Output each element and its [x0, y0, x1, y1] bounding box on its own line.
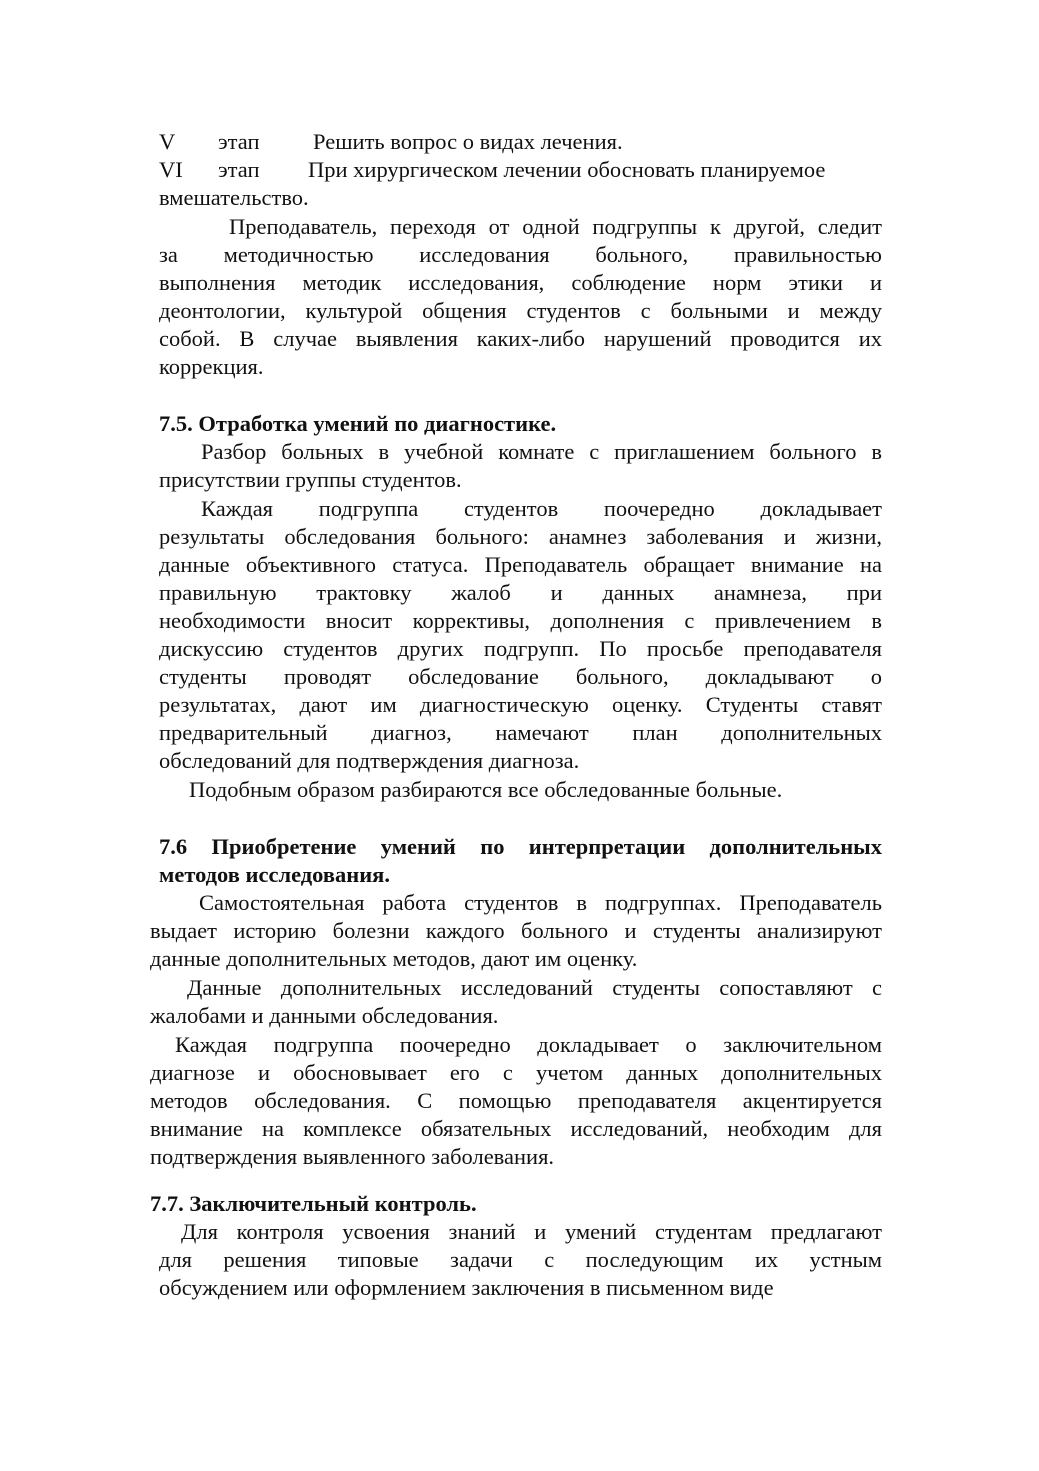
paragraph-line: результатах, дают им диагностическую оценку. Студенты ставят — [159, 692, 882, 717]
paragraph-line: Самостоятельная работа студентов в подгруппах. Преподаватель — [199, 890, 882, 915]
paragraph-line: методов обследования. С помощью преподавателя акцентируется — [150, 1088, 882, 1113]
stage-word: этап — [218, 157, 260, 182]
paragraph-line: обсуждением или оформлением заключения в письменном виде — [159, 1275, 774, 1300]
paragraph-line: подтверждения выявленного заболевания. — [150, 1144, 555, 1169]
paragraph-line: студенты проводят обследование больного, докладывают о — [159, 664, 882, 689]
stage-text: При хирургическом лечении обосновать планируемое — [308, 157, 826, 182]
paragraph-line: Каждая подгруппа студентов поочередно докладывает — [201, 496, 882, 521]
stage-word: этап — [218, 129, 260, 154]
paragraph-line: Разбор больных в учебной комнате с приглашением больного в — [201, 439, 882, 464]
paragraph-line: Для контроля усвоения знаний и умений студентам предлагают — [181, 1219, 882, 1244]
paragraph-line: Данные дополнительных исследований студенты сопоставляют с — [187, 975, 882, 1000]
stage-text: Решить вопрос о видах лечения. — [313, 129, 623, 154]
paragraph-line: правильную трактовку жалоб и данных анамнеза, при — [159, 580, 882, 605]
paragraph-line: обследований для подтверждения диагноза. — [159, 748, 580, 773]
stage-number: VI — [159, 157, 183, 182]
paragraph-line: жалобами и данными обследования. — [150, 1003, 499, 1028]
paragraph-line: данные дополнительных методов, дают им оценку. — [150, 946, 638, 971]
heading-line: 7.6 Приобретение умений по интерпретации дополнительных — [159, 834, 882, 859]
heading-line: методов исследования. — [159, 862, 390, 887]
section-heading-7-7: 7.7. Заключительный контроль. — [150, 1191, 477, 1216]
paragraph-line: выдает историю болезни каждого больного и студенты анализируют — [150, 918, 882, 943]
paragraph-line: коррекция. — [159, 354, 264, 379]
paragraph-line: предварительный диагноз, намечают план дополнительных — [159, 720, 882, 745]
paragraph-line: необходимости вносит коррективы, дополнения с привлечением в — [159, 608, 882, 633]
paragraph-line: дискуссию студентов других подгрупп. По просьбе преподавателя — [159, 636, 882, 661]
paragraph-line: присутствии группы студентов. — [159, 467, 462, 492]
paragraph-line: диагнозе и обосновывает его с учетом данных дополнительных — [150, 1060, 882, 1085]
paragraph-line: для решения типовые задачи с последующим их устным — [159, 1247, 882, 1272]
paragraph-line: данные объективного статуса. Преподаватель обращает внимание на — [159, 552, 882, 577]
paragraph-line: Каждая подгруппа поочередно докладывает о заключительном — [175, 1032, 882, 1057]
paragraph-line: собой. В случае выявления каких-либо нарушений проводится их — [159, 326, 882, 351]
stage-number: V — [159, 129, 176, 154]
stage-text-continuation: вмешательство. — [159, 185, 309, 210]
paragraph-line: Преподаватель, переходя от одной подгруппы к другой, следит — [229, 214, 882, 239]
paragraph-all-patients: Подобным образом разбираются все обследованные больные. — [189, 777, 783, 802]
paragraph-line: выполнения методик исследования, соблюдение норм этики и — [159, 270, 882, 295]
section-heading-7-5: 7.5. Отработка умений по диагностике. — [159, 411, 557, 436]
paragraph-line: внимание на комплексе обязательных исследований, необходим для — [150, 1116, 882, 1141]
paragraph-line: деонтологии, культурой общения студентов с больными и между — [159, 298, 882, 323]
paragraph-line: за методичностью исследования больного, правильностью — [159, 242, 882, 267]
paragraph-line: результаты обследования больного: анамнез заболевания и жизни, — [159, 524, 882, 549]
